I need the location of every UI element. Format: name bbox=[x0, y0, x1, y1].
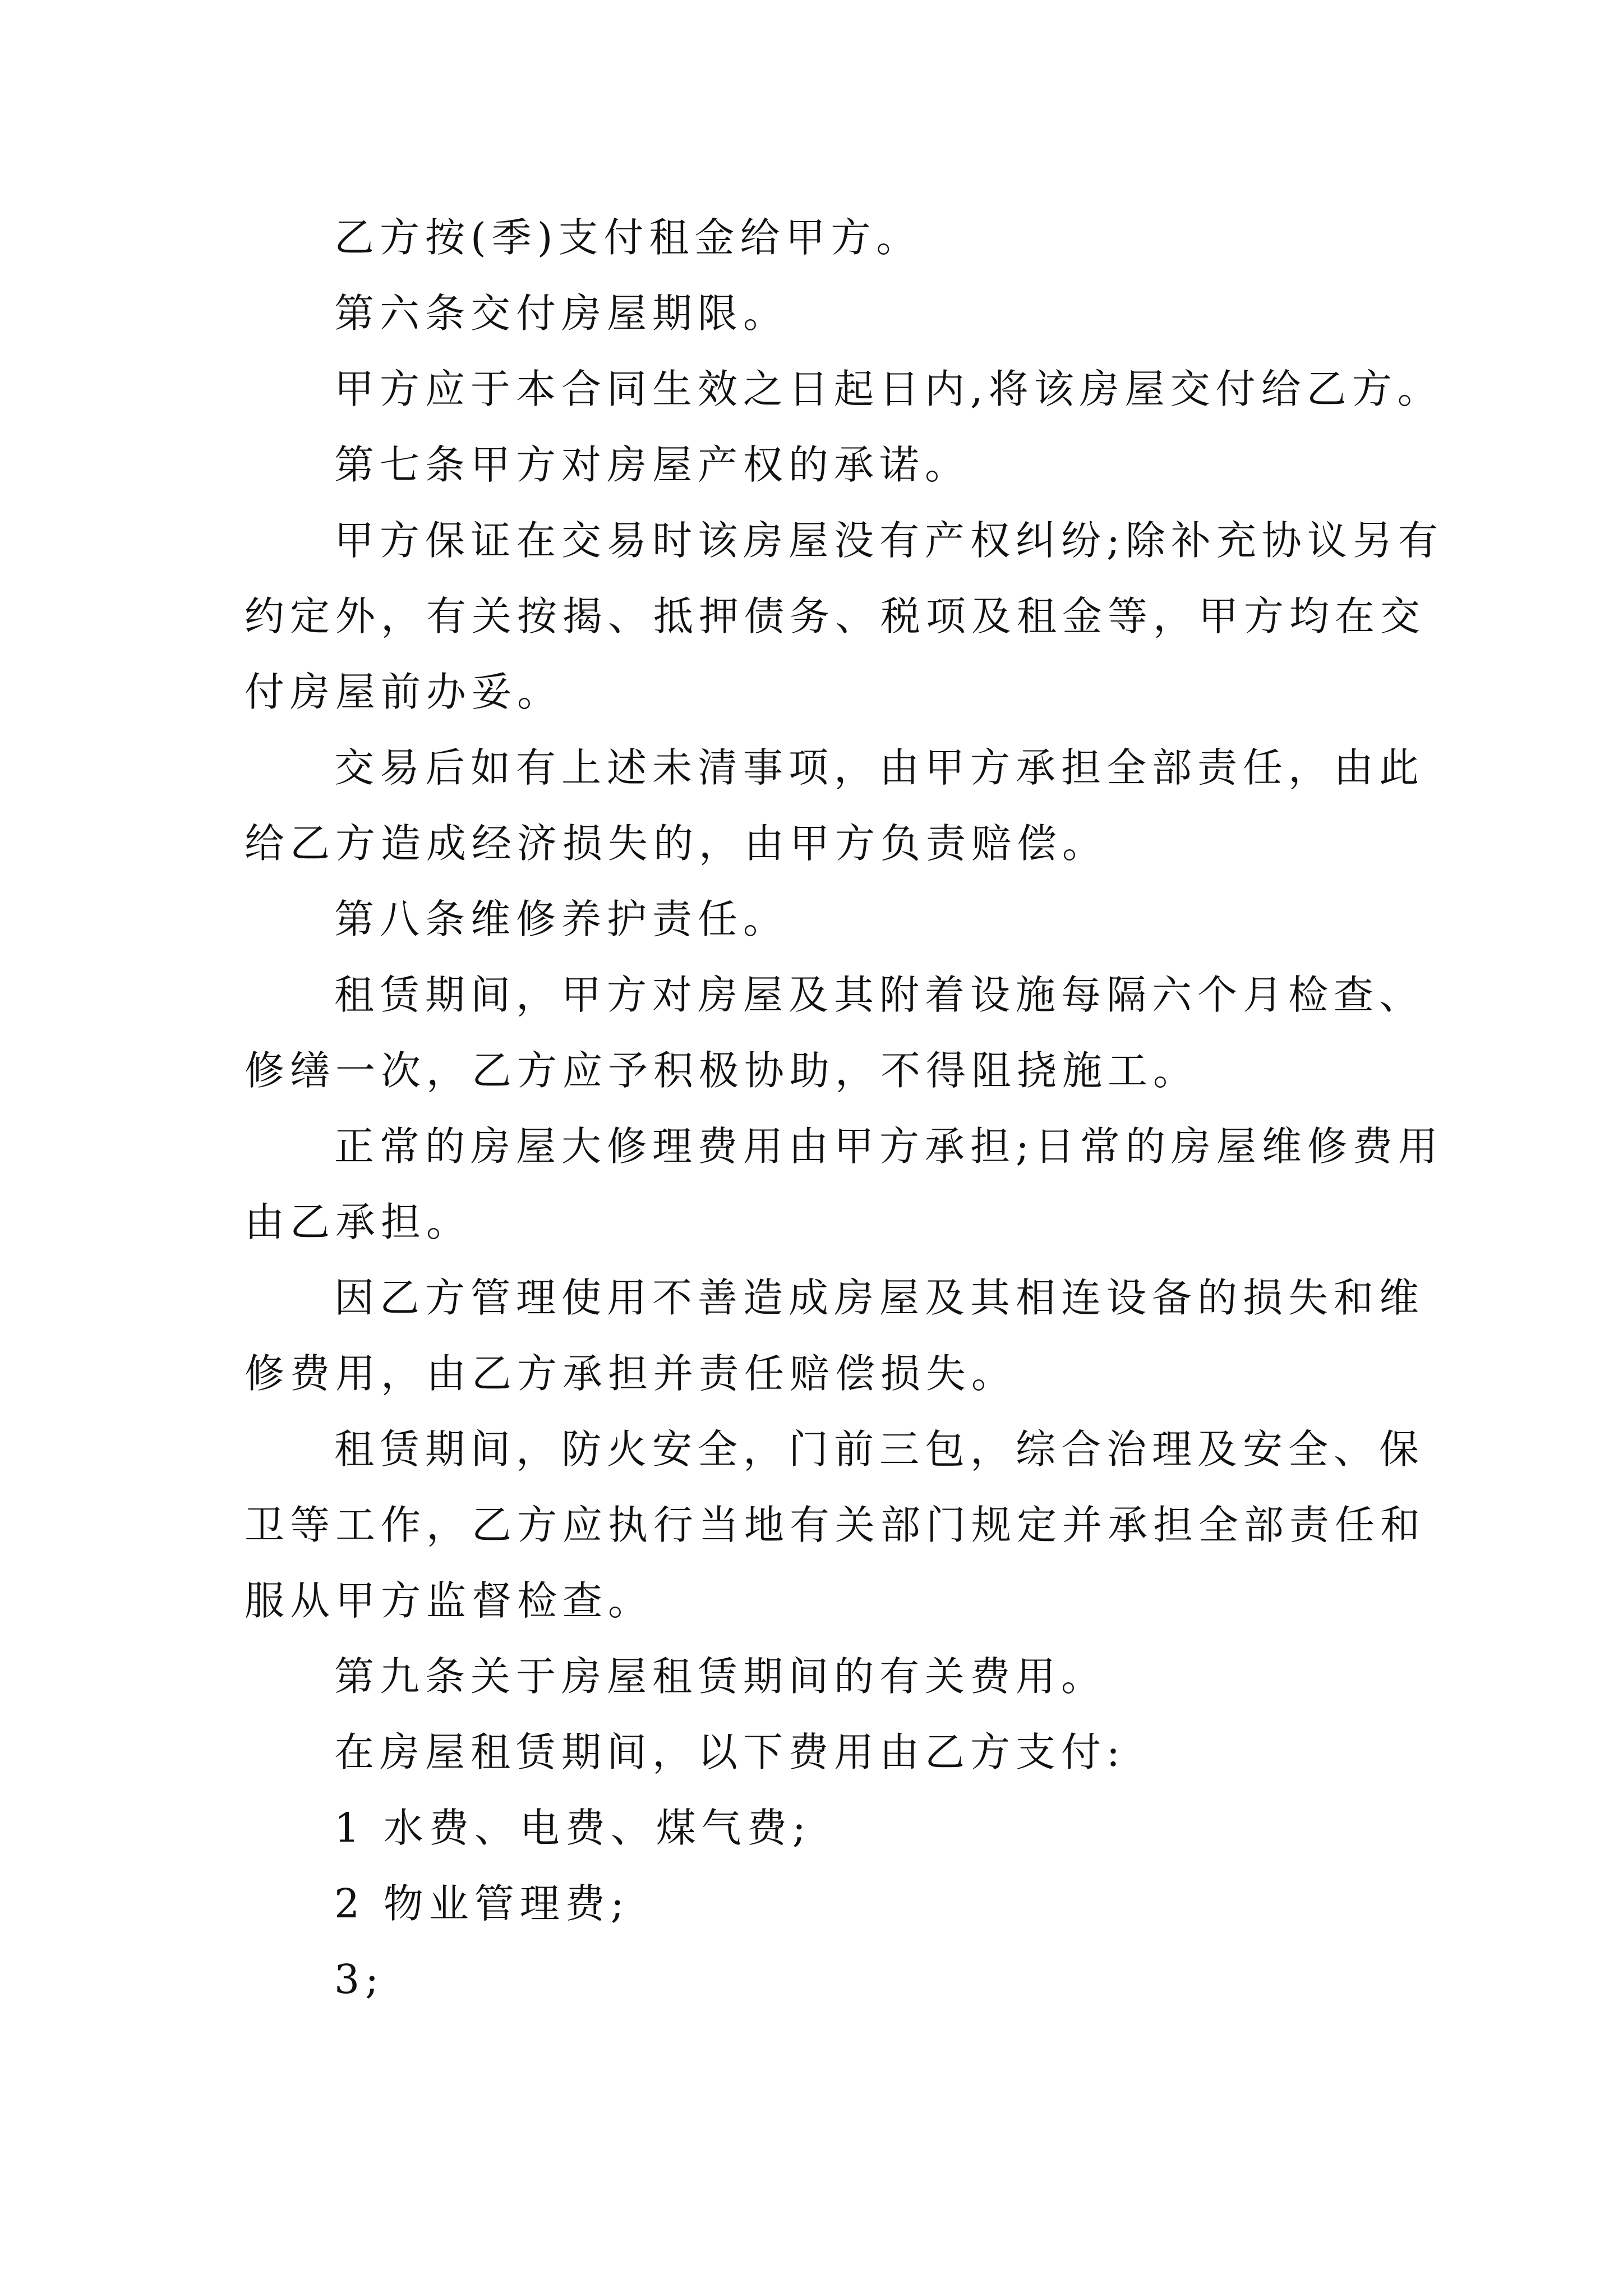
paragraph-damage: 因乙方管理使用不善造成房屋及其相连设备的损失和维修费用，由乙方承担并责任赔偿损失。 bbox=[245, 1274, 1425, 1397]
paragraph-delivery: 甲方应于本合同生效之日起日内,将该房屋交付给乙方。 bbox=[334, 366, 1443, 412]
heading-article-9: 第九条关于房屋租赁期间的有关费用。 bbox=[334, 1653, 1107, 1700]
list-item-fee-2: 2 物业管理费; bbox=[334, 1880, 630, 1927]
heading-article-7: 第七条甲方对房屋产权的承诺。 bbox=[334, 441, 971, 488]
list-item-fee-1: 1 水费、电费、煤气费; bbox=[334, 1805, 811, 1851]
paragraph-safety: 租赁期间，防火安全，门前三包，综合治理及安全、保卫等工作，乙方应执行当地有关部门规定并承担全部责任和服从甲方监督检查。 bbox=[245, 1426, 1426, 1624]
paragraph-inspection: 租赁期间，甲方对房屋及其附着设施每隔六个月检查、修缮一次，乙方应予积极协助，不得阻挠施工。 bbox=[245, 972, 1425, 1094]
document-body bbox=[245, 200, 1445, 2017]
paragraph-property-guarantee: 甲方保证在交易时该房屋没有产权纠纷;除补充协议另有约定外，有关按揭、抵押债务、税项及租金等，甲方均在交付房屋前办妥。 bbox=[245, 517, 1444, 715]
heading-article-6: 第六条交付房屋期限。 bbox=[334, 290, 789, 337]
heading-article-8: 第八条维修养护责任。 bbox=[334, 896, 789, 942]
paragraph-repair-costs: 正常的房屋大修理费用由甲方承担;日常的房屋维修费用由乙承担。 bbox=[245, 1123, 1444, 1245]
paragraph-payment: 乙方按(季)支付租金给甲方。 bbox=[334, 214, 922, 261]
list-item-fee-3: 3; bbox=[334, 1956, 385, 2003]
paragraph-liability: 交易后如有上述未清事项，由甲方承担全部责任，由此给乙方造成经济损失的，由甲方负责赔偿。 bbox=[245, 744, 1425, 867]
paragraph-fees-intro: 在房屋租赁期间，以下费用由乙方支付: bbox=[334, 1729, 1126, 1775]
